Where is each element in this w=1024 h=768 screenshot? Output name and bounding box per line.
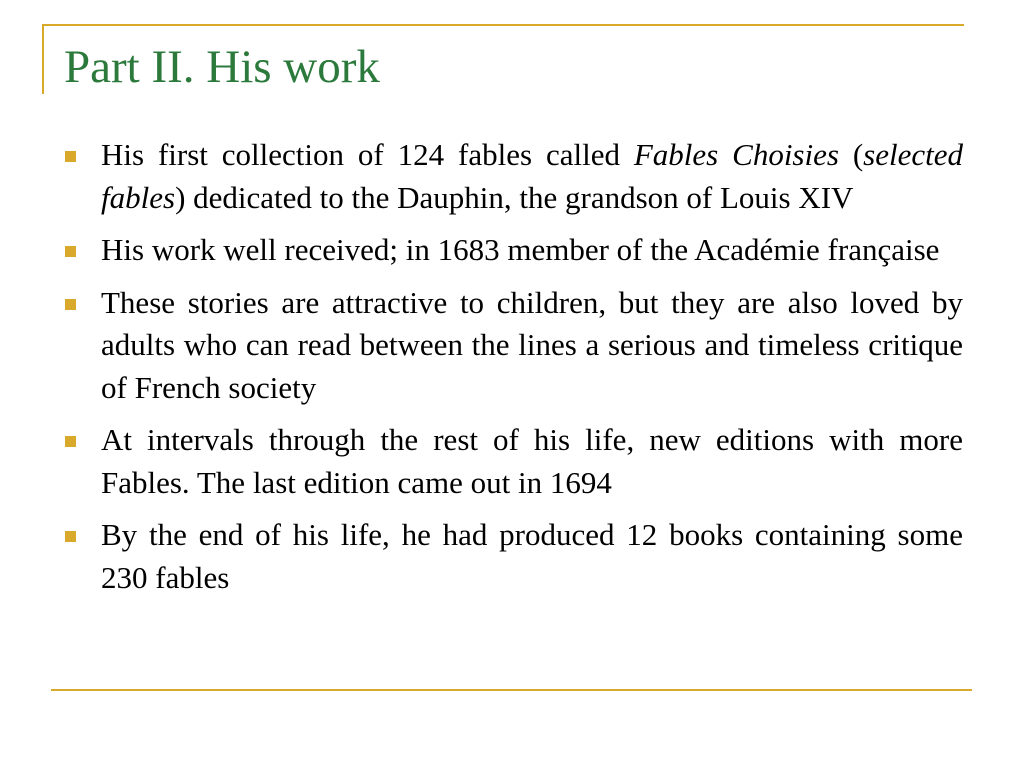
square-bullet-icon — [65, 299, 76, 310]
bullet-item — [65, 514, 963, 599]
square-bullet-icon — [65, 531, 76, 542]
frame-left-rule — [42, 24, 44, 94]
bullet-item — [65, 229, 963, 272]
bullet-item — [65, 134, 963, 219]
bullet-text: At intervals through the rest of his life, new editions with more Fables. The last edition came out in 1694 — [101, 422, 963, 500]
frame-top-rule — [42, 24, 964, 26]
bottom-rule — [51, 689, 972, 691]
bullet-text: These stories are attractive to children, but they are also loved by adults who can read between the lines a serious and timeless critique of French society — [101, 284, 963, 405]
bullet-text: His work well received; in 1683 member of the Académie française — [101, 232, 940, 267]
bullet-text-italic-segment: selected fables — [101, 137, 963, 215]
square-bullet-icon — [65, 246, 76, 257]
square-bullet-icon — [65, 151, 76, 162]
bullet-text-segment: His first collection of 124 fables called — [101, 137, 634, 172]
bullet-text-segment: ( — [838, 137, 864, 172]
square-bullet-icon — [65, 436, 76, 447]
slide-title: Part II. His work — [64, 41, 380, 93]
bullet-item — [65, 282, 963, 410]
bullet-text: By the end of his life, he had produced 12 books containing some 230 fables — [101, 517, 963, 595]
bullet-text-italic-segment: Fables Choisies — [633, 137, 839, 172]
bullet-list — [65, 134, 963, 609]
bullet-item — [65, 419, 963, 504]
bullet-text — [101, 137, 963, 215]
bullet-text-segment: ) dedicated to the Dauphin, the grandson of Louis XIV — [175, 179, 854, 215]
